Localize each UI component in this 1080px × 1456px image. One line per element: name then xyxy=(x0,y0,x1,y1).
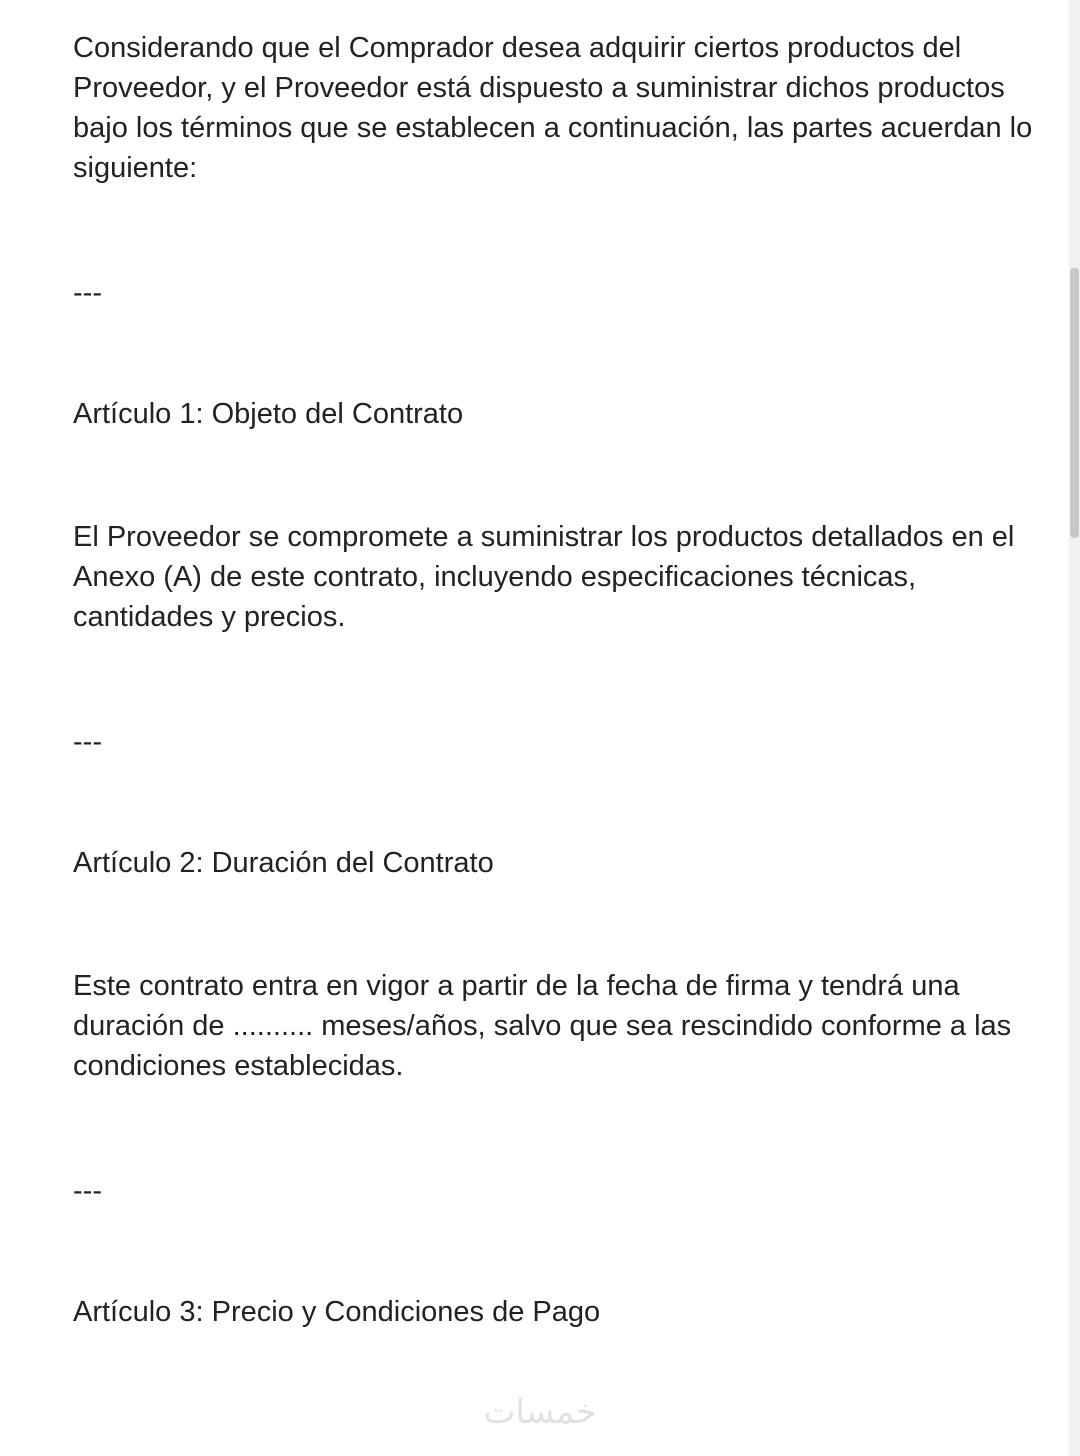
article-2-heading: Artículo 2: Duración del Contrato xyxy=(73,847,494,879)
article-1-paragraph: El Proveedor se compromete a suministrar los productos detallados en el Anexo (A) de este contrato, incluyendo especificaciones técnicas, cantidades y precios. xyxy=(73,521,1015,633)
separator: --- xyxy=(73,1175,102,1207)
separator: --- xyxy=(73,726,102,758)
scrollbar-track[interactable] xyxy=(1069,0,1080,1456)
article-2-paragraph: Este contrato entra en vigor a partir de la fecha de firma y tendrá una duración de .......... meses/años, salvo que sea rescindido conforme a las condiciones establecidas. xyxy=(73,970,1012,1082)
article-3-heading: Artículo 3: Precio y Condiciones de Pago xyxy=(73,1296,601,1328)
watermark-logo: خمسات xyxy=(483,1392,597,1432)
article-1-heading: Artículo 1: Objeto del Contrato xyxy=(73,398,464,430)
intro-paragraph: Considerando que el Comprador desea adquirir ciertos productos del Proveedor, y el Proveedor está dispuesto a suministrar dichos productos bajo los términos que se establecen a continuación, las partes acuerdan lo siguiente: xyxy=(73,32,1033,184)
separator: --- xyxy=(73,277,102,309)
scrollbar-thumb[interactable] xyxy=(1070,268,1079,538)
